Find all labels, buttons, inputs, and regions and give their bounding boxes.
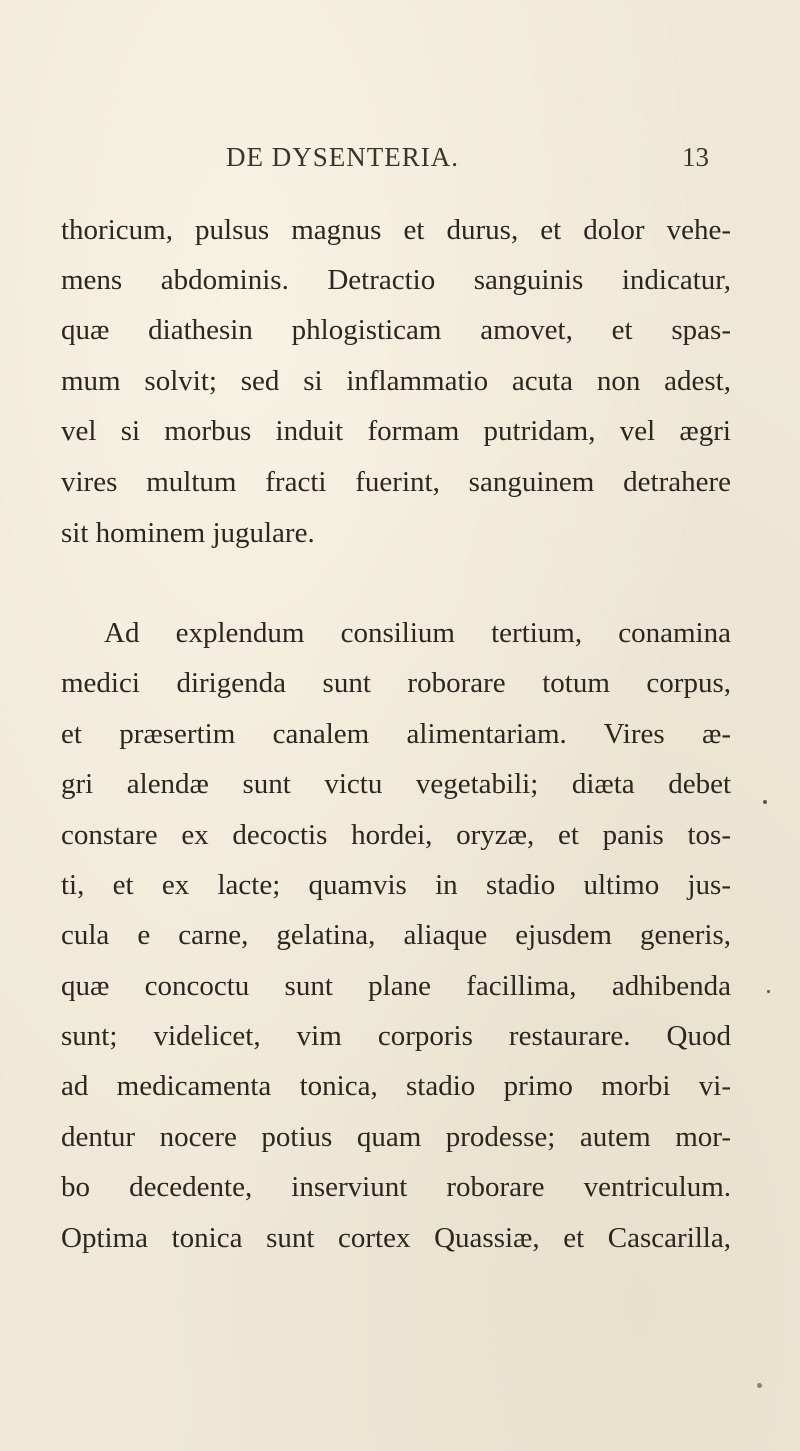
paragraph-end-line: sit hominem jugulare. <box>61 517 315 549</box>
text-line: cula e carne, gelatina, aliaque ejusdem generis, <box>61 919 731 951</box>
text-line: quæ diathesin phlogisticam amovet, et spas- <box>61 314 731 346</box>
paragraph-start-line: Ad explendum consilium tertium, conamina <box>104 617 731 649</box>
running-head <box>0 142 800 178</box>
text-line: vires multum fracti fuerint, sanguinem detrahere <box>61 466 731 498</box>
text-line: bo decedente, inserviunt roborare ventriculum. <box>61 1171 731 1203</box>
text-line: ad medicamenta tonica, stadio primo morbi vi- <box>61 1070 731 1102</box>
paper-speck <box>767 990 770 993</box>
paper-speck <box>763 800 767 804</box>
text-line: dentur nocere potius quam prodesse; autem mor- <box>61 1121 731 1153</box>
text-line: gri alendæ sunt victu vegetabili; diæta debet <box>61 768 731 800</box>
text-line: mum solvit; sed si inflammatio acuta non adest, <box>61 365 731 397</box>
paper-speck <box>757 1383 762 1388</box>
text-line: medici dirigenda sunt roborare totum corpus, <box>61 667 731 699</box>
page-number: 13 <box>682 142 709 172</box>
text-line: ti, et ex lacte; quamvis in stadio ultimo jus- <box>61 869 731 901</box>
text-line: sunt; videlicet, vim corporis restaurare. Quod <box>61 1020 731 1052</box>
text-line: vel si morbus induit formam putridam, vel ægri <box>61 415 731 447</box>
text-line: mens abdominis. Detractio sanguinis indicatur, <box>61 264 731 296</box>
text-line: Optima tonica sunt cortex Quassiæ, et Cascarilla, <box>61 1222 731 1254</box>
text-line: quæ concoctu sunt plane facillima, adhibenda <box>61 970 731 1002</box>
text-line: thoricum, pulsus magnus et durus, et dolor vehe- <box>61 214 731 246</box>
text-line: constare ex decoctis hordei, oryzæ, et panis tos- <box>61 819 731 851</box>
running-title: DE DYSENTERIA. <box>226 142 459 172</box>
text-line: et præsertim canalem alimentariam. Vires æ- <box>61 718 731 750</box>
